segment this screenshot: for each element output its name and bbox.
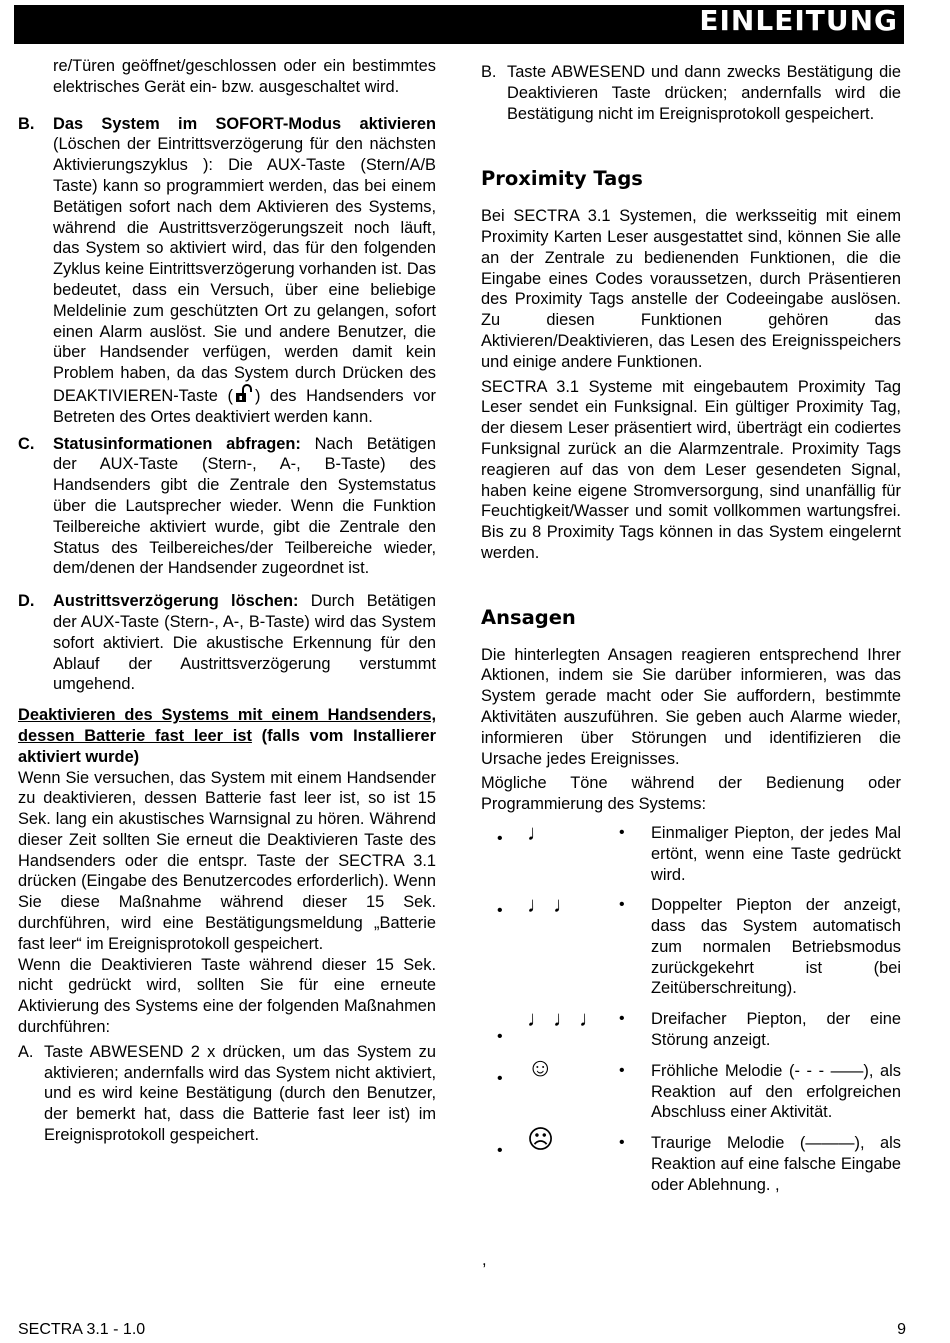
tone-item [481, 819, 901, 885]
item-c-letter: C. [18, 434, 35, 453]
unlock-icon [234, 384, 254, 404]
item-b-continued-letter: B. [481, 63, 497, 81]
item-c-body: Nach Betätigen der AUX-Taste (Stern-, A-, B-Taste) des Handsenders gibt die Zentrale den Systemstatus über die Lautsprecher wieder. Wenn die Funktion Teilbereiche aktiviert wurde, gibt die Zentrale den Status des Teilbereiches/der Teilbereiche wieder, dem/denen der Handsender zugeordnet ist. [53, 434, 437, 578]
item-b-heading: Das System im SOFORT-Modus aktivieren [53, 114, 436, 133]
item-d [18, 591, 436, 695]
item-c-text [53, 434, 436, 580]
double-note-icon: ♩♩ [527, 892, 579, 918]
item-b-body: (Löschen der Eintrittsverzögerung für den nächsten Aktivierungszyklus ): Die AUX-Taste (Stern/A/B Taste) kann so programmiert werden, das bei einem Betätigen sofort nach dem Aktivieren des Systems, während die Austrittsverzögerungszeit noch läuft, das System so aktiviert wird, das für den folgenden Zyklus keine Eintrittsverzögerung vorhanden ist. Das bedeutet, dass ein Versuch, über eine beliebige Meldelinie zum geschützten Ort zu gelangen, sofort einen Alarm auslöst. Sie und andere Benutzer, die über Handsender verfügen, werden damit kein Problem haben, da das System durch Drücken des DEAKTIVIEREN-Taste ( [53, 135, 436, 405]
sad-face-icon: ☹ [527, 1124, 555, 1155]
item-a [18, 1042, 436, 1146]
ansagen-paragraph-1: Die hinterlegten Ansagen reagieren entsprechend Ihrer Aktionen, indem sie Sie darüber informieren, was das System gerade macht oder Sie auffordern, bestimmte Aktivitäten auszuführen. Sie geben auch Alarme wieder, informieren über Störungen und identifizieren die Ursache jedes Ereignisses. [481, 645, 901, 768]
bullet: • [497, 1142, 503, 1160]
item-b-letter: B. [18, 114, 35, 133]
item-d-text [53, 591, 436, 695]
bullet: • [619, 823, 625, 841]
proximity-paragraph-2: SECTRA 3.1 Systeme mit eingebautem Proximity Tag Leser sendet ein Funksignal. Ein gültiger Proximity Tag, der diesem Leser präsentiert wird, überträgt ein codiertes Funksignal zurück an die Alarmzentrale. Proximity Tags reagieren auf das von dem Leser gesendeten Signal, haben keine eigene Stromversorgung, sind unanfällig für Feuchtigkeit/Wasser und somit vollkommen wartungsfrei. Bis zu 8 Proximity Tags können in das System eingelernt werden. [481, 377, 901, 562]
item-c-heading: Statusinformationen abfragen: [53, 434, 301, 453]
proximity-paragraph-1: Bei SECTRA 3.1 Systemen, die werksseitig mit einem Proximity Karten Leser ausgestattet sind, können Sie alle an der Zentrale zu bedienenden Funktionen, die die Eingabe eines Codes voraussetzen, durch Präsentieren des Proximity Tags anstelle der Codeeingabe auslösen. Zu diesen Funktionen gehören das Aktivieren/Deaktivieren, das Lesen des Ereignisspeichers und einige andere Funktionen. [481, 207, 901, 371]
bullet: • [619, 896, 625, 914]
bullet: • [497, 902, 503, 920]
item-b [18, 114, 436, 428]
tone-text: Traurige Melodie (———), als Reaktion auf eine falsche Eingabe oder Ablehnung. , [651, 1134, 901, 1194]
bullet: • [619, 1061, 625, 1079]
item-a-text: Taste ABWESEND 2 x drücken, um das System zu aktivieren; andernfalls wird das System nicht aktiviert, und es wird keine Bestätigung (durch den Benutzer, der bemerkt hat, dass die Batterie fast leer ist) im Ereignisprotokoll gespeichert. [44, 1042, 436, 1145]
stray-comma: , [482, 1251, 487, 1269]
tone-item [481, 1006, 901, 1051]
bullet: • [619, 1134, 625, 1152]
left-column [18, 56, 436, 1146]
section-title: EINLEITUNG [699, 4, 898, 37]
item-c [18, 434, 436, 580]
tone-text: Fröhliche Melodie (- - - ——), als Reaktion auf den erfolgreichen Abschluss einer Aktivität. [651, 1061, 901, 1122]
low-battery-heading-underlined: Deaktivieren des Systems mit einem Handsenders, dessen Batterie fast leer ist [18, 706, 436, 745]
item-b-text [53, 114, 436, 428]
item-d-letter: D. [18, 592, 35, 611]
tone-text: Doppelter Piepton der anzeigt, dass das System automatisch zum normalen Betriebsmodus zurückgekehrt ist (bei Zeitüberschreitung). [651, 896, 901, 998]
intro-paragraph: re/Türen geöffnet/geschlossen oder ein bestimmtes elektrisches Gerät ein- bzw. ausgeschaltet wird. [53, 57, 436, 96]
happy-face-icon: ☺ [527, 1051, 554, 1082]
low-battery-heading-rest: (falls vom Installierer aktiviert wurde) [18, 726, 436, 766]
right-column [481, 62, 901, 1196]
bullet: • [497, 829, 503, 847]
tone-item [481, 1124, 901, 1195]
tone-text: Dreifacher Piepton, der eine Störung anzeigt. [651, 1010, 901, 1050]
bullet: • [619, 1010, 625, 1028]
item-b-body-end: ) des Handsenders vor Betreten des Ortes deaktiviert werden kann. [53, 386, 436, 426]
tone-list [481, 819, 901, 1196]
low-battery-paragraph-1: Wenn Sie versuchen, das System mit einem Handsender zu deaktivieren, dessen Batterie fast leer ist, so ist 15 Sek. lang ein akustisches Warnsignal zu hören. Während dieser Zeit sollten Sie erneut die Deaktivieren Taste des Handsenders oder die entspr. Taste der SECTRA 3.1 drücken (Eingabe des Benutzercodes erforderlich). Wenn Sie diese Maßnahme während dieser 15 Sek. durchführen, wird eine Bestätigungsmeldung „Batterie fast leer“ im Ereignisprotokoll gespeichert. [18, 768, 436, 953]
bullet: • [497, 1069, 503, 1087]
low-battery-heading [18, 705, 436, 767]
low-battery-paragraph-2: Wenn die Deaktivieren Taste während dieser 15 Sek. nicht gedrückt wird, sollten Sie für eine erneute Aktivierung des Systems eine der folgenden Maßnahmen durchführen: [18, 955, 436, 1037]
item-b-continued [481, 62, 901, 124]
item-d-heading: Austrittsverzögerung löschen: [53, 592, 299, 611]
single-note-icon: ♩ [527, 819, 549, 845]
item-d-body: Durch Betätigen der AUX-Taste (Stern-, A-, B-Taste) wird das System sofort aktiviert. Die akustische Erkennung für den Ablauf der Austrittsverzögerung verstummt umgehend. [53, 592, 436, 694]
triple-note-icon: ♩♩♩ [527, 1006, 605, 1032]
header-bar [14, 5, 904, 44]
item-a-letter: A. [18, 1042, 34, 1061]
tone-text: Einmaliger Piepton, der jedes Mal ertönt, wenn eine Taste gedrückt wird. [651, 823, 901, 884]
page-number: 9 [897, 1321, 906, 1338]
tone-item [481, 1051, 901, 1123]
bullet: • [497, 1028, 503, 1046]
footer-model: SECTRA 3.1 - 1.0 [18, 1321, 146, 1338]
ansagen-title: Ansagen [481, 605, 576, 629]
tone-item [481, 892, 901, 999]
proximity-title: Proximity Tags [481, 167, 643, 191]
item-b-continued-text: Taste ABWESEND und dann zwecks Bestätigung die Deaktivieren Taste drücken; andernfalls wird die Bestätigung nicht im Ereignisprotokoll gespeichert. [507, 63, 901, 123]
ansagen-paragraph-2: Mögliche Töne während der Bedienung oder Programmierung des Systems: [481, 774, 901, 814]
